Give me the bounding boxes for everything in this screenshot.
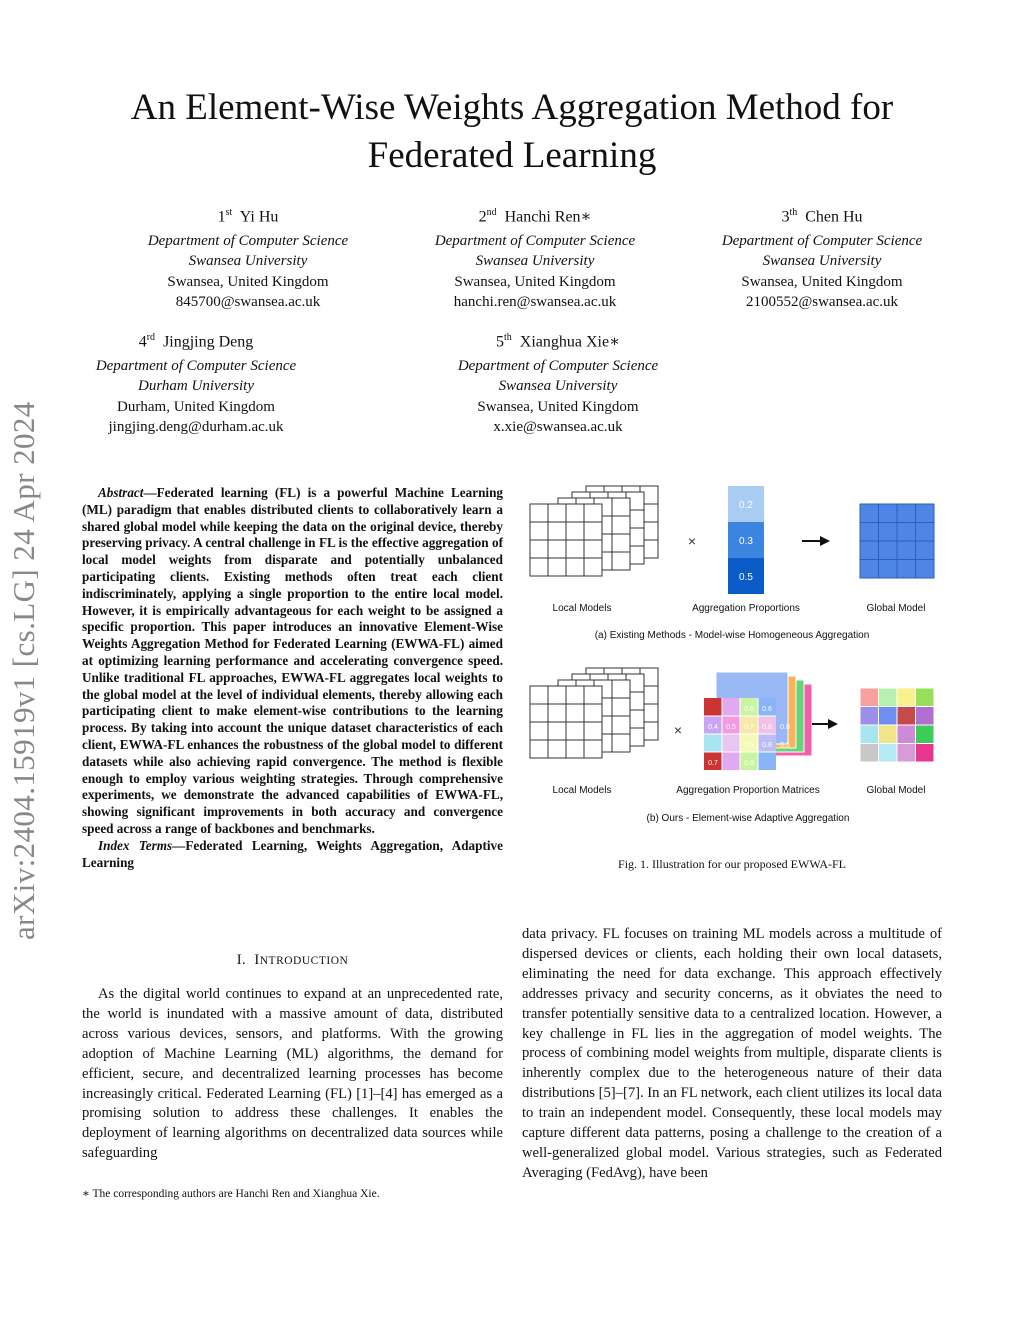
matrix-value: 0.9: [744, 760, 754, 767]
author-ordinal: 1: [217, 208, 226, 226]
author-name: Yi Hu: [239, 208, 279, 226]
author-ordinal: 2: [478, 208, 487, 226]
intro-paragraph-left: [82, 985, 503, 1164]
local-models-label-b: Local Models: [552, 785, 612, 796]
global-cell: [860, 744, 879, 763]
times-symbol-a: ×: [687, 533, 697, 549]
subcaption-a: (a) Existing Methods - Model-wise Homogeneous Aggregation: [594, 630, 870, 641]
author-ordinal: 3: [781, 208, 790, 226]
matrix-value: 0.7: [744, 724, 754, 731]
author-ordinal-suffix: rd: [146, 332, 156, 343]
author-block-1: [98, 203, 398, 313]
author-ordinal: 4: [138, 333, 147, 351]
global-cell: [897, 688, 916, 707]
author-dept: Department of Computer Science: [147, 232, 349, 249]
author-email: jingjing.deng@durham.ac.uk: [108, 419, 284, 436]
author-univ: Swansea University: [188, 253, 308, 270]
arrow-icon: [812, 719, 838, 729]
author-email: 845700@swansea.ac.uk: [175, 294, 321, 311]
global-model-grid-b: [860, 688, 934, 762]
author-ordinal-suffix: th: [789, 207, 798, 218]
aggregation-matrices-label: Aggregation Proportion Matrices: [676, 785, 820, 796]
index-terms-text: —Federated Learning, Weights Aggregation, Adaptive Learning: [82, 837, 503, 870]
matrix-value: 0.6: [762, 706, 772, 713]
matrix-value: 0.5: [726, 724, 736, 731]
matrix-cell: [704, 698, 722, 716]
author-ordinal-suffix: nd: [486, 207, 497, 218]
figure-caption: Fig. 1. Illustration for our proposed EWWA-FL: [618, 857, 846, 871]
matrix-value: 0.6: [744, 742, 754, 749]
paper-title: An Element-Wise Weights Aggregation Method for Federated Learning: [130, 87, 894, 176]
author-email: hanchi.ren@swansea.ac.uk: [453, 294, 617, 311]
proportion-value: 0.3: [739, 536, 753, 547]
author-ordinal-suffix: th: [504, 332, 512, 343]
global-model-label-a: Global Model: [866, 603, 926, 614]
global-cell: [897, 744, 916, 763]
author-location: Swansea, United Kingdom: [741, 273, 903, 290]
matrix-value: 0.5: [780, 742, 790, 749]
intro-paragraph-right: [522, 925, 942, 1184]
global-cell: [879, 707, 898, 726]
author-ordinal: 5: [496, 333, 505, 351]
abstract: [82, 485, 503, 871]
matrix-cell: [722, 698, 740, 716]
subcaption-b: (b) Ours - Element-wise Adaptive Aggregation: [646, 813, 850, 824]
author-location: Durham, United Kingdom: [117, 398, 275, 415]
author-name: Hanchi Ren∗: [504, 208, 592, 226]
author-univ: Durham University: [138, 378, 254, 395]
global-model-grid-a: [860, 504, 934, 578]
author-location: Swansea, United Kingdom: [454, 273, 616, 290]
global-cell: [879, 725, 898, 744]
global-cell: [916, 725, 935, 744]
matrix-value: 0.8: [762, 724, 772, 731]
section-title-rest: NTRODUCTION: [259, 955, 349, 967]
paragraph-text: As the digital world continues to expand at an unprecedented rate, the world is inundated with a massive amount of data, distributed across various devices, sensors, and platforms. With the growing adoption of Machine Learning (ML) algorithms, the demand for efficient, secure, and decentralized learning processes has become increasingly critical. Federated Learning (FL) [1]–[4] has emerged as a promising solution to address these challenges. It enables the deployment of learning algorithms on decentralized data sources while safeguarding: [82, 986, 503, 1162]
author-ordinal-suffix: st: [225, 207, 233, 218]
author-location: Swansea, United Kingdom: [477, 398, 639, 415]
author-dept: Department of Computer Science: [457, 357, 659, 374]
matrix-value: 0.6: [744, 706, 754, 713]
section-heading-introduction: [82, 952, 503, 969]
author-block-4: [46, 328, 346, 438]
global-cell: [860, 688, 879, 707]
author-block-3: [672, 203, 972, 313]
global-cell: [916, 744, 935, 763]
author-block-5: [408, 328, 708, 438]
matrix-value: 0.8: [762, 742, 772, 749]
global-cell: [860, 725, 879, 744]
author-name: Chen Hu: [805, 208, 863, 226]
author-univ: Swansea University: [762, 253, 882, 270]
local-model-grid: [530, 504, 602, 576]
author-dept: Department of Computer Science: [95, 357, 297, 374]
local-models-label-a: Local Models: [552, 603, 612, 614]
arxiv-sidebar-stamp: arXiv:2404.15919v1 [cs.LG] 24 Apr 2024: [6, 401, 41, 940]
author-dept: Department of Computer Science: [434, 232, 636, 249]
global-cell: [860, 707, 879, 726]
proportion-value: 0.2: [739, 500, 753, 511]
footnote: ∗ The corresponding authors are Hanchi Ren and Xianghua Xie.: [82, 1188, 380, 1200]
matrix-value: 0.4: [708, 724, 718, 731]
matrix-value: 0.8: [780, 724, 790, 731]
arrow-icon: [802, 536, 830, 546]
figure-1: [520, 478, 944, 848]
author-location: Swansea, United Kingdom: [167, 273, 329, 290]
figure-1-diagram: [520, 478, 944, 848]
author-univ: Swansea University: [475, 253, 595, 270]
author-dept: Department of Computer Science: [721, 232, 923, 249]
global-cell: [916, 707, 935, 726]
local-model-grid: [530, 686, 602, 758]
matrix-cell: [722, 734, 740, 752]
matrix-cell: [722, 752, 740, 770]
aggregation-proportions-label: Aggregation Proportions: [692, 603, 800, 614]
global-cell: [879, 688, 898, 707]
abstract-text: —Federated learning (FL) is a powerful Machine Learning (ML) paradigm that enables distributed clients to collaboratively learn a shared global model while keeping the data on the original device, thereby preserving privacy. A central challenge in FL is the effective aggregation of local model weights from disparate and potentially unbalanced participating clients. Existing methods often treat each client indiscriminately, applying a single proportion to the entire local model. However, it is empirically advantageous for each weight to be assigned a specific proportion. This paper introduces an innovative Element-Wise Weights Aggregation Method for Federated Learning (EWWA-FL) aimed at optimizing learning performance and accelerating convergence speed. Unlike traditional FL approaches, EWWA-FL aggregates local weights to the global model at the level of individual elements, thereby allowing each participating client to make element-wise contributions to the learning process. By taking into account the unique dataset characteristics of each client, EWWA-FL enhances the robustness of the global model to different datasets while also achieving rapid convergence. The method is flexible enough to employ various weighting strategies. Through comprehensive experiments, we demonstrate the advanced capabilities of EWWA-FL, showing significant improvements in both accuracy and convergence speed across a range of backbones and benchmarks.: [82, 485, 503, 836]
global-cell: [897, 725, 916, 744]
section-number: I.: [236, 952, 247, 968]
section-title-initial: I: [254, 952, 260, 968]
matrix-cell: [758, 752, 776, 770]
local-models-stack-a: [530, 486, 658, 576]
author-univ: Swansea University: [498, 378, 618, 395]
global-cell: [916, 688, 935, 707]
matrix-cell: [704, 734, 722, 752]
index-terms-label: Index Terms: [98, 837, 173, 853]
abstract-label: Abstract: [98, 485, 144, 500]
author-email: 2100552@swansea.ac.uk: [745, 294, 899, 311]
paragraph-text: data privacy. FL focuses on training ML models across a multitude of dispersed devices or clients, each holding their own local datasets, eliminating the need for data exchange. This approach effectively addresses privacy and security concerns, as it obviates the need to transfer potentially sensitive data to a centralized location. However, a key challenge in FL lies in the aggregation of model weights. The process of combining model weights from multiple, disparate clients is inherently complex due to the heterogeneous nature of their data distributions [5]–[7]. In an FL network, each client utilizes its local data to train an independent model. Consequently, these local models may capture different data patterns, posing a challenge to the creation of a well-generalized global model. Various strategies, such as Federated Averaging (FedAvg), have been: [522, 926, 942, 1181]
proportion-value: 0.5: [739, 572, 753, 583]
author-name: Xianghua Xie∗: [519, 333, 620, 351]
global-model-label-b: Global Model: [866, 785, 926, 796]
author-block-2: [385, 203, 685, 313]
matrix-value: 0.7: [708, 760, 718, 767]
author-name: Jingjing Deng: [163, 333, 254, 351]
times-symbol-b: ×: [673, 722, 683, 738]
local-models-stack-b: [530, 668, 658, 758]
global-cell: [897, 707, 916, 726]
global-cell: [879, 744, 898, 763]
author-email: x.xie@swansea.ac.uk: [493, 419, 623, 436]
